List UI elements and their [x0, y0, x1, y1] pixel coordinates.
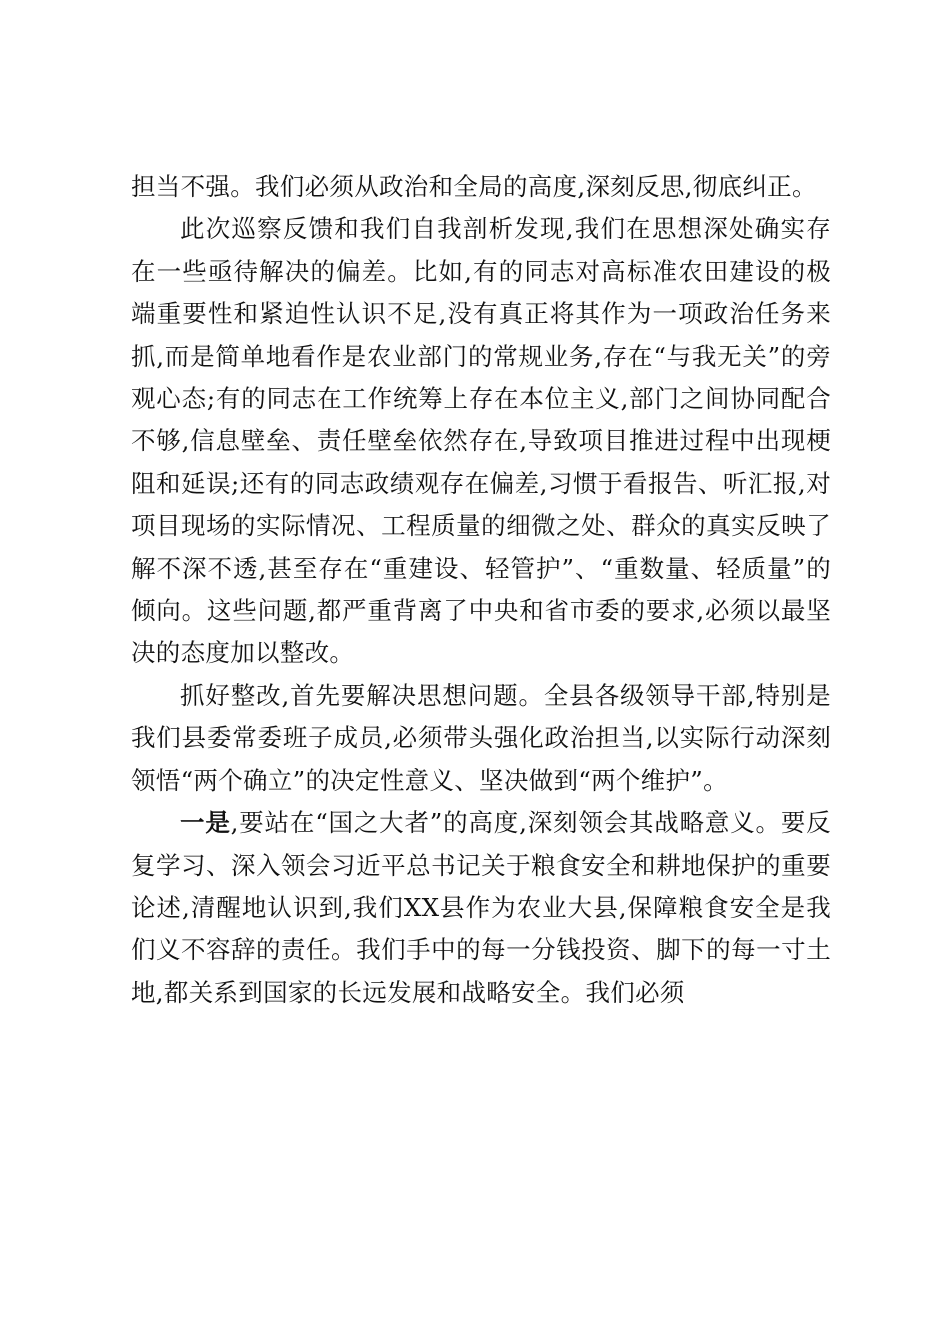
paragraph-4-lead: 一是: [180, 808, 231, 838]
paragraph-4: [131, 802, 831, 1014]
paragraph-4-text: ,要站在“国之大者”的高度,深刻领会其战略意义。要反复学习、深入领会习近平总书记关于粮食安全和耕地保护的重要论述,清醒地认识到,我们XX县作为农业大县,保障粮食安全是我们义不容辞的责任。我们手中的每一分钱投资、脚下的每一寸土地,都关系到国家的长远发展和战略安全。我们必须: [131, 808, 831, 1007]
paragraph-3: [131, 675, 831, 802]
paragraph-1-text: 担当不强。我们必须从政治和全局的高度,深刻反思,彻底纠正。: [131, 172, 817, 201]
paragraph-1: [131, 166, 831, 208]
paragraph-3-text: 抓好整改,首先要解决思想问题。全县各级领导干部,特别是我们县委常委班子成员,必须带头强化政治担当,以实际行动深刻领悟“两个确立”的决定性意义、坚决做到“两个维护”。: [131, 680, 831, 795]
document-body: [131, 166, 831, 1014]
paragraph-2-text: 此次巡察反馈和我们自我剖析发现,我们在思想深处确实存在一些亟待解决的偏差。比如,有的同志对高标准农田建设的极端重要性和紧迫性认识不足,没有真正将其作为一项政治任务来抓,而是简单地看作是农业部门的常规业务,存在“与我无关”的旁观心态;有的同志在工作统筹上存在本位主义,部门之间协同配合不够,信息壁垒、责任壁垒依然存在,导致项目推进过程中出现梗阻和延误;还有的同志政绩观存在偏差,习惯于看报告、听汇报,对项目现场的实际情况、工程质量的细微之处、群众的真实反映了解不深不透,甚至存在“重建设、轻管护”、“重数量、轻质量”的倾向。这些问题,都严重背离了中央和省市委的要求,必须以最坚决的态度加以整改。: [131, 214, 831, 668]
paragraph-2: [131, 208, 831, 674]
